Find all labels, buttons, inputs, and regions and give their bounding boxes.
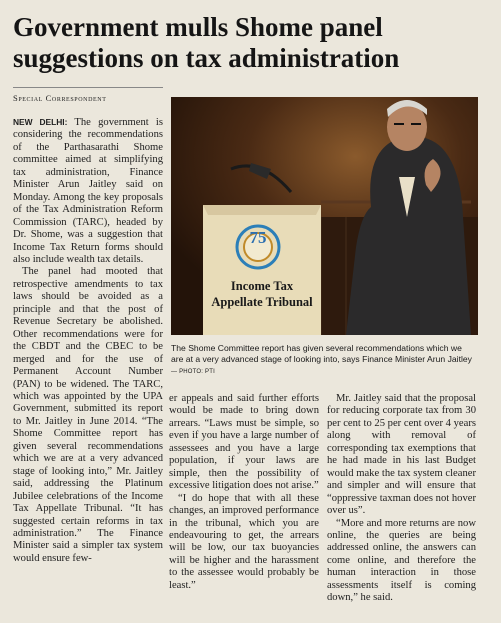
dateline: NEW DELHI: — [13, 117, 68, 127]
photo-illustration — [171, 97, 478, 335]
paragraph-4: “I do hope that with all these changes, an improved performance in the tribunal, which you are endeavouring to get, the arrears will be low, our tax buoyancies will be higher and the harassment to the assessee would probably be least.” — [169, 492, 319, 591]
podium-top — [203, 205, 321, 215]
paragraph-2: The panel had mooted that retrospective amendments to tax laws should be avoided as a principle and that the post of Revenue Secretary be abolished. Other recommendations were for the CBDT and the CBEC to be merged and for the use of Permanent Account Number (PAN) to be widened. The TARC, which was appointed by the UPA Government, submitted its report to Mr. Jaitley in June 2014. “The Shome Committee report has given several recommendations which we are at a very advanced stage of looking into,” Mr. Jaitley said, addressing the Platinum Jubilee celebrations of the Income Tax Appellate Tribunal. “It has suggested certain reforms in tax administration.” The Finance Minister said a simpler tax system would ensure few- — [13, 266, 163, 564]
article-column-2 — [169, 393, 319, 592]
article-column-3 — [327, 393, 476, 605]
paragraph-6: “More and more returns are now online, the queries are being addressed online, the answers can come online, and therefore the human interaction in those assessments itself is coming down,” he said. — [327, 517, 476, 604]
paragraph-1 — [13, 116, 163, 266]
photo-credit: — PHOTO: PTI — [171, 369, 215, 375]
photo-caption — [171, 343, 476, 378]
byline-rule — [13, 87, 163, 88]
headline: Government mulls Shome panel suggestions on tax administration — [13, 12, 400, 73]
podium-text-line-1: Income Tax — [230, 279, 294, 293]
article-column-1 — [13, 116, 163, 565]
paragraph-5: Mr. Jaitley said that the proposal for reducing corporate tax from 30 per cent to 25 per cent over 4 years along with removal of corresponding tax exemptions that he had made in his last Budget would make the tax system cleaner and simpler and will ensure that “oppressive taxman does not hover over us”. — [327, 393, 476, 517]
podium-text-line-2: Appellate Tribunal — [211, 295, 313, 309]
byline: Special Correspondent — [13, 93, 107, 103]
news-photo — [171, 97, 478, 335]
paragraph-1-text: The government is considering the recommendations of the Parthasarathi Shome committee aimed at simplifying tax administration, Finance Minister Arun Jaitley said on Monday. Among the key proposals of the Tax Administration Reform Commission (TARC), headed by Dr. Shome, was a suggestion that Income Tax Return forms should also include wealth tax details. — [13, 117, 163, 265]
paragraph-3: er appeals and said further efforts would be made to bring down arrears. “Laws must be simple, so even if you have a large number of assessees and you have a large population, if your laws are simple, then the possibility of excessive litigation does not arise.” — [169, 393, 319, 492]
caption-text: The Shome Committee report has given several recommendations which we are at a very advanced stage of looking into, says Finance Minister Arun Jaitley — [171, 343, 472, 364]
podium — [203, 205, 321, 335]
logo-number: 75 — [249, 228, 267, 247]
